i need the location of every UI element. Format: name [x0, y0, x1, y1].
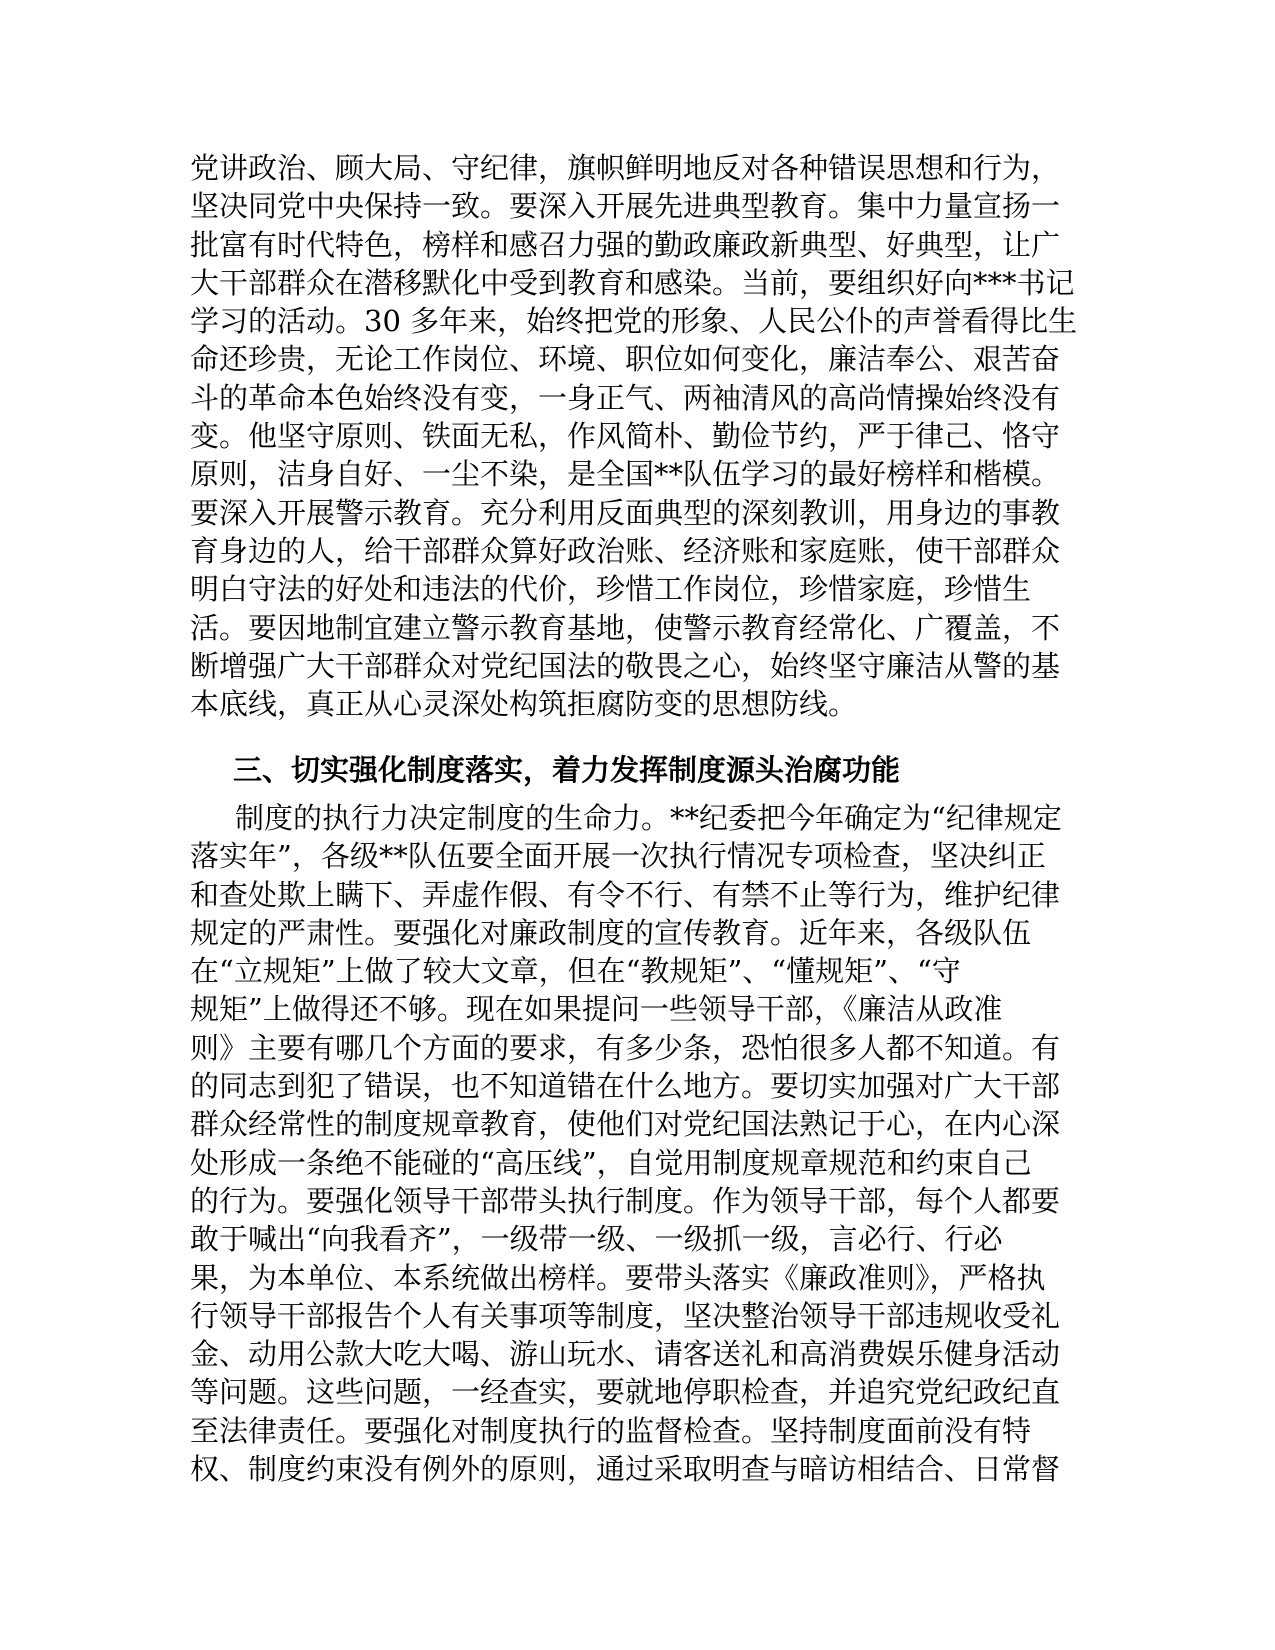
- text-line: 和查处欺上瞒下、弄虚作假、有令不行、有禁不止等行为，维护纪律: [190, 877, 1061, 912]
- text-line: 在“立规矩”上做了较大文章，但在“教规矩”、“懂规矩”、“守: [190, 954, 961, 989]
- text-line: 权、制度约束没有例外的原则，通过采取明查与暗访相结合、日常督: [190, 1452, 1061, 1487]
- text-line: 命还珍贵，无论工作岗位、环境、职位如何变化，廉洁奉公、艰苦奋: [190, 342, 1061, 377]
- text-line: 批富有时代特色，榜样和感召力强的勤政廉政新典型、好典型，让广: [190, 227, 1061, 262]
- text-line: 大干部群众在潜移默化中受到教育和感染。当前，要组织好向***书记: [190, 265, 1075, 300]
- text-line: 坚决同党中央保持一致。要深入开展先进典型教育。集中力量宣扬一: [190, 189, 1061, 224]
- text-line: 断增强广大干部群众对党纪国法的敬畏之心，始终坚守廉洁从警的基: [190, 648, 1061, 683]
- text-line: 学习的活动。30 多年来，始终把党的形象、人民公仆的声誉看得比生: [190, 304, 1078, 339]
- text-line: 规定的严肃性。要强化对廉政制度的宣传教育。近年来，各级队伍: [190, 915, 1032, 950]
- text-line: 变。他坚守原则、铁面无私，作风简朴、勤俭节约，严于律己、恪守: [190, 419, 1061, 454]
- text-line: 则》主要有哪几个方面的要求，有多少条，恐怕很多人都不知道。有: [190, 1030, 1061, 1065]
- text-line: 的行为。要强化领导干部带头执行制度。作为领导干部，每个人都要: [190, 1183, 1061, 1218]
- text-line: 处形成一条绝不能碰的“高压线”，自觉用制度规章规范和约束自己: [190, 1145, 1032, 1180]
- text-line: 活。要因地制宜建立警示教育基地，使警示教育经常化、广覆盖，不: [190, 610, 1061, 645]
- section-heading: 三、切实强化制度落实，着力发挥制度源头治腐功能: [233, 753, 901, 787]
- text-line: 至法律责任。要强化对制度执行的监督检查。坚持制度面前没有特: [190, 1413, 1032, 1448]
- text-line: 明白守法的好处和违法的代价，珍惜工作岗位，珍惜家庭，珍惜生: [190, 572, 1032, 607]
- text-line: 育身边的人，给干部群众算好政治账、经济账和家庭账，使干部群众: [190, 533, 1061, 568]
- text-line: 规矩”上做得还不够。现在如果提问一些领导干部，《廉洁从政准: [190, 992, 1003, 1027]
- text-line: 敢于喊出“向我看齐”，一级带一级、一级抓一级，言必行、行必: [190, 1222, 1003, 1257]
- text-line: 本底线，真正从心灵深处构筑拒腐防变的思想防线。: [190, 687, 858, 722]
- text-line: 的同志到犯了错误，也不知道错在什么地方。要切实加强对广大干部: [190, 1069, 1061, 1104]
- text-line: 落实年”，各级**队伍要全面开展一次执行情况专项检查，坚决纠正: [190, 839, 1046, 874]
- text-line: 群众经常性的制度规章教育，使他们对党纪国法熟记于心，在内心深: [190, 1107, 1061, 1142]
- paragraph-1: [190, 149, 1085, 723]
- text-line: 原则，洁身自好、一尘不染，是全国**队伍学习的最好榜样和楷模。: [190, 457, 1061, 492]
- text-line: 党讲政治、顾大局、守纪律，旗帜鲜明地反对各种错误思想和行为，: [190, 151, 1061, 185]
- text-line: 果，为本单位、本系统做出榜样。要带头落实《廉政准则》，严格执: [190, 1260, 1046, 1295]
- text-line: 制度的执行力决定制度的生命力。**纪委把今年确定为“纪律规定: [235, 801, 1062, 835]
- text-line: 要深入开展警示教育。充分利用反面典型的深刻教训，用身边的事教: [190, 495, 1061, 530]
- text-line: 等问题。这些问题，一经查实，要就地停职检查，并追究党纪政纪直: [190, 1375, 1061, 1410]
- paragraph-2: [190, 799, 1085, 1488]
- text-line: 行领导干部报告个人有关事项等制度，坚决整治领导干部违规收受礼: [190, 1298, 1061, 1333]
- text-line: 金、动用公款大吃大喝、游山玩水、请客送礼和高消费娱乐健身活动: [190, 1337, 1061, 1372]
- text-line: 斗的革命本色始终没有变，一身正气、两袖清风的高尚情操始终没有: [190, 380, 1061, 415]
